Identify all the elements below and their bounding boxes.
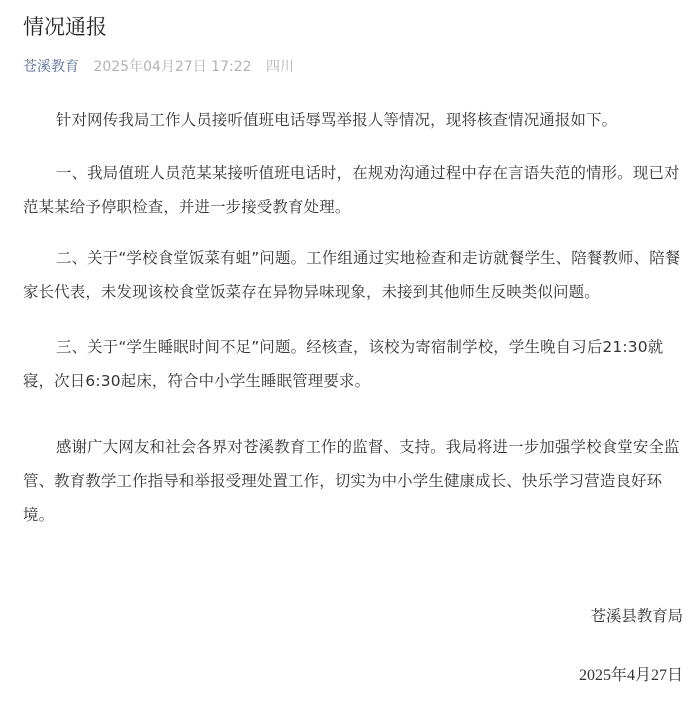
account-name-link[interactable]: 苍溪教育 [23,59,79,75]
paragraph-intro: 针对网传我局工作人员接听值班电话辱骂举报人等情况，现将核查情况通报如下。 [56,111,618,129]
article-meta [23,57,294,77]
signature-date: 2025年4月27日 [578,667,683,684]
paragraph-item-2: 二、关于“学校食堂饭菜有蛆”问题。工作组通过实地检查和走访就餐学生、陪餐教师、陪餐家长代表，未发现该校食堂饭菜存在异物异味现象，未接到其他师生反映类似问题。 [23,249,681,301]
article-title: 情况通报 [23,15,107,39]
signature-organization: 苍溪县教育局 [590,607,683,625]
publish-location: 四川 [265,59,294,75]
paragraph-closing: 感谢广大网友和社会各界对苍溪教育工作的监督、支持。我局将进一步加强学校食堂安全监管、教育教学工作指导和举报受理处置工作，切实为中小学生健康成长、快乐学习营造良好环境。 [23,438,680,524]
publish-time: 2025年04月27日 17:22 [93,59,252,75]
paragraph-item-1: 一、我局值班人员范某某接听值班电话时，在规劝沟通过程中存在言语失范的情形。现已对范某某给予停职检查，并进一步接受教育处理。 [23,164,680,216]
paragraph-item-3: 三、关于“学生睡眠时间不足”问题。经核查，该校为寄宿制学校，学生晚自习后21:30就寝，次日6:30起床，符合中小学生睡眠管理要求。 [23,338,664,390]
